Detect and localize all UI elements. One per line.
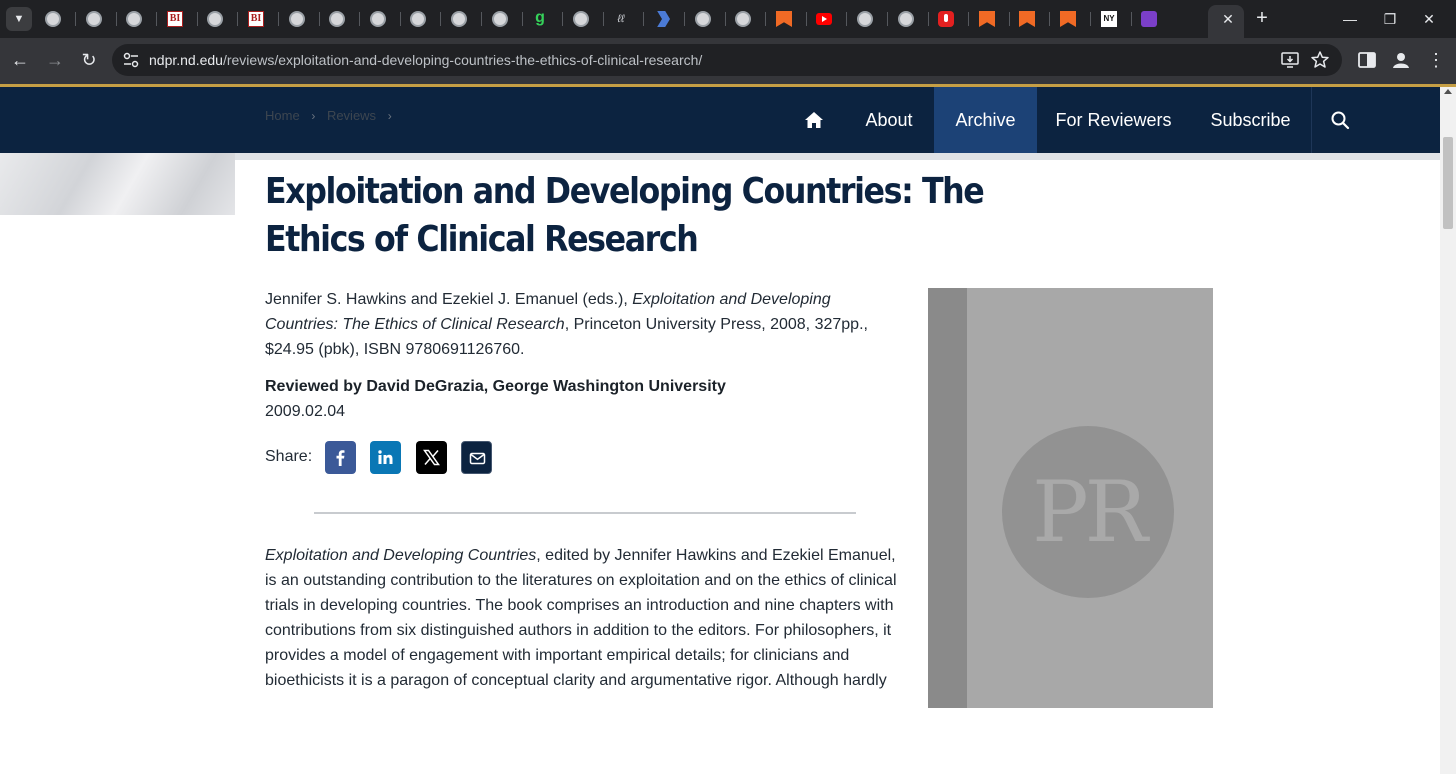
browser-tab[interactable] xyxy=(695,9,711,29)
linkedin-icon xyxy=(377,449,394,466)
tab-separator xyxy=(319,12,320,26)
nav-archive[interactable]: Archive xyxy=(934,87,1037,153)
citation-authors: Jennifer S. Hawkins and Ezekiel J. Emanuel (eds.), xyxy=(265,291,628,308)
globe-icon xyxy=(451,11,467,27)
browser-tab[interactable] xyxy=(1141,9,1157,29)
browser-tab[interactable] xyxy=(45,9,61,29)
new-tab-button[interactable]: + xyxy=(1256,7,1268,29)
home-icon[interactable] xyxy=(804,111,824,129)
restore-button[interactable]: ❐ xyxy=(1383,11,1397,27)
bi-icon: BI xyxy=(248,11,264,27)
forward-button[interactable]: → xyxy=(46,50,64,70)
citation-book-title: Exploitation and Developing Countries: The Ethics of Clinical Research xyxy=(265,291,831,333)
tab-close-icon[interactable]: ✕ xyxy=(1222,11,1234,27)
globe-icon xyxy=(126,11,142,27)
url-path: /reviews/exploitation-and-developing-countries-the-ethics-of-clinical-research/ xyxy=(222,52,703,68)
browser-tab[interactable] xyxy=(816,9,832,29)
globe-icon xyxy=(735,11,751,27)
browser-tabstrip xyxy=(0,0,1456,38)
tab-separator xyxy=(440,12,441,26)
citation-publisher-info: , Princeton University Press, 2008, 327pp., $24.95 (pbk), ISBN 9780691126760. xyxy=(265,316,868,358)
browser-tab[interactable] xyxy=(532,9,548,29)
browser-tab[interactable] xyxy=(735,9,751,29)
breadcrumb-home[interactable]: Home xyxy=(265,108,300,123)
browser-tab[interactable] xyxy=(248,9,264,29)
youtube-icon xyxy=(816,13,832,25)
book-cover-spine xyxy=(928,288,967,708)
email-icon xyxy=(469,450,486,467)
bookmark-icon xyxy=(1019,11,1035,27)
nav-for-reviewers[interactable]: For Reviewers xyxy=(1055,110,1172,130)
site-info-icon[interactable] xyxy=(122,51,140,69)
tab-separator xyxy=(928,12,929,26)
breadcrumb-separator: › xyxy=(311,109,316,123)
bookmark-icon xyxy=(979,11,995,27)
browser-tab[interactable] xyxy=(898,9,914,29)
ll-icon: ℓℓ xyxy=(617,13,625,25)
tab-separator xyxy=(1049,12,1050,26)
tab-separator xyxy=(725,12,726,26)
browser-tab[interactable] xyxy=(776,9,792,29)
bookmark-star-icon[interactable] xyxy=(1310,50,1330,70)
review-date: 2009.02.04 xyxy=(265,403,346,420)
install-app-icon[interactable] xyxy=(1280,50,1300,70)
globe-icon xyxy=(370,11,386,27)
browser-tab[interactable] xyxy=(451,9,467,29)
browser-tab[interactable] xyxy=(289,9,305,29)
tab-separator xyxy=(684,12,685,26)
tab-separator xyxy=(806,12,807,26)
mic-icon xyxy=(938,11,954,27)
tab-separator xyxy=(156,12,157,26)
address-bar[interactable] xyxy=(112,44,1342,76)
hero-image-side xyxy=(0,153,235,215)
tab-separator xyxy=(197,12,198,26)
g-icon: g xyxy=(535,9,545,26)
body-text: , edited by Jennifer Hawkins and Ezekiel Emanuel, is an outstanding contribution to the literatures on exploitation and on the ethics of clinical trials in developing countries. The book comprises an introduction and nine chapters with contributions from six distinguished authors in addition to the editors. For philosophers, it provides a model of engagement with important empirical details; for clinicians and bioethicists it is a paragon of conceptual clarity and argumentative rigor. Although hardly xyxy=(265,547,897,689)
browser-tab[interactable] xyxy=(613,9,629,29)
browser-tab[interactable] xyxy=(86,9,102,29)
review-body-paragraph xyxy=(265,543,901,693)
tab-separator xyxy=(1090,12,1091,26)
globe-icon xyxy=(857,11,873,27)
tab-search-button[interactable]: ▼ xyxy=(6,7,32,31)
reviewer-line: Reviewed by David DeGrazia, George Washington University xyxy=(265,378,726,395)
profile-icon[interactable] xyxy=(1389,48,1413,72)
browser-tab[interactable] xyxy=(126,9,142,29)
bookmark-icon xyxy=(1060,11,1076,27)
page-scrollbar[interactable] xyxy=(1440,87,1456,774)
browser-tab[interactable] xyxy=(938,9,954,29)
minimize-button[interactable]: — xyxy=(1343,11,1357,27)
globe-icon xyxy=(45,11,61,27)
globe-icon xyxy=(898,11,914,27)
tab-separator xyxy=(603,12,604,26)
x-icon xyxy=(423,449,440,466)
url-text[interactable] xyxy=(149,44,702,76)
book-cover-seal-text: PR xyxy=(1032,463,1144,561)
tab-separator xyxy=(968,12,969,26)
page-title: Exploitation and Developing Countries: The Ethics of Clinical Research xyxy=(265,171,984,260)
side-panel-icon[interactable] xyxy=(1355,48,1379,72)
reload-button[interactable]: ↻ xyxy=(81,50,97,70)
share-label: Share: xyxy=(265,448,313,465)
globe-icon xyxy=(207,11,223,27)
scroll-up-arrow-icon[interactable] xyxy=(1444,89,1452,94)
tab-separator xyxy=(522,12,523,26)
arrow-icon xyxy=(654,11,670,27)
browser-tab[interactable] xyxy=(167,9,183,29)
tab-separator xyxy=(562,12,563,26)
nav-about[interactable]: About xyxy=(865,110,913,130)
tab-separator xyxy=(278,12,279,26)
content-divider xyxy=(314,512,856,514)
browser-tab[interactable] xyxy=(1101,9,1117,29)
book-citation xyxy=(265,287,895,362)
browser-tab[interactable] xyxy=(207,9,223,29)
nyt-icon: NY xyxy=(1101,11,1117,27)
tab-separator xyxy=(765,12,766,26)
nav-subscribe[interactable]: Subscribe xyxy=(1210,110,1291,130)
browser-tab[interactable] xyxy=(410,9,426,29)
breadcrumb-reviews[interactable]: Reviews xyxy=(326,108,377,123)
body-book-title: Exploitation and Developing Countries xyxy=(265,547,537,564)
tab-separator xyxy=(359,12,360,26)
nav-divider xyxy=(1311,87,1312,153)
share-email-button[interactable] xyxy=(461,441,492,474)
browser-tab[interactable] xyxy=(979,9,995,29)
tab-separator xyxy=(643,12,644,26)
globe-icon xyxy=(86,11,102,27)
browser-tab[interactable] xyxy=(857,9,873,29)
browser-menu-icon[interactable]: ⋮ xyxy=(1427,50,1445,70)
globe-icon xyxy=(573,11,589,27)
globe-icon xyxy=(410,11,426,27)
tab-separator xyxy=(237,12,238,26)
browser-tab[interactable] xyxy=(370,9,386,29)
breadcrumb xyxy=(265,108,400,123)
share-facebook-button[interactable] xyxy=(325,441,356,474)
globe-icon xyxy=(289,11,305,27)
book-cover-placeholder xyxy=(928,288,1213,708)
site-navigation xyxy=(0,87,1440,153)
tab-separator xyxy=(1131,12,1132,26)
browser-tab[interactable] xyxy=(1060,9,1076,29)
share-linkedin-button[interactable] xyxy=(370,441,401,474)
bi-icon: BI xyxy=(167,11,183,27)
globe-icon xyxy=(329,11,345,27)
tab-separator xyxy=(846,12,847,26)
browser-tab[interactable] xyxy=(573,9,589,29)
tab-separator xyxy=(481,12,482,26)
back-button[interactable]: ← xyxy=(11,50,29,70)
search-icon[interactable] xyxy=(1330,110,1350,130)
facebook-icon xyxy=(332,449,349,466)
bookmark-icon xyxy=(776,11,792,27)
browser-toolbar xyxy=(0,38,1456,84)
purple-icon xyxy=(1141,11,1157,27)
globe-icon xyxy=(695,11,711,27)
tab-separator xyxy=(116,12,117,26)
book-cover-seal xyxy=(1002,426,1174,598)
globe-icon xyxy=(492,11,508,27)
scroll-thumb[interactable] xyxy=(1443,137,1453,229)
browser-tab[interactable] xyxy=(1019,9,1035,29)
browser-tab[interactable] xyxy=(492,9,508,29)
tab-separator xyxy=(887,12,888,26)
share-x-button[interactable] xyxy=(416,441,447,474)
close-window-button[interactable]: ✕ xyxy=(1423,11,1435,27)
tab-separator xyxy=(75,12,76,26)
breadcrumb-separator: › xyxy=(387,109,392,123)
tab-separator xyxy=(1009,12,1010,26)
browser-tab[interactable] xyxy=(654,9,670,29)
tab-separator xyxy=(400,12,401,26)
url-host: ndpr.nd.edu xyxy=(149,52,223,68)
browser-tab[interactable] xyxy=(329,9,345,29)
